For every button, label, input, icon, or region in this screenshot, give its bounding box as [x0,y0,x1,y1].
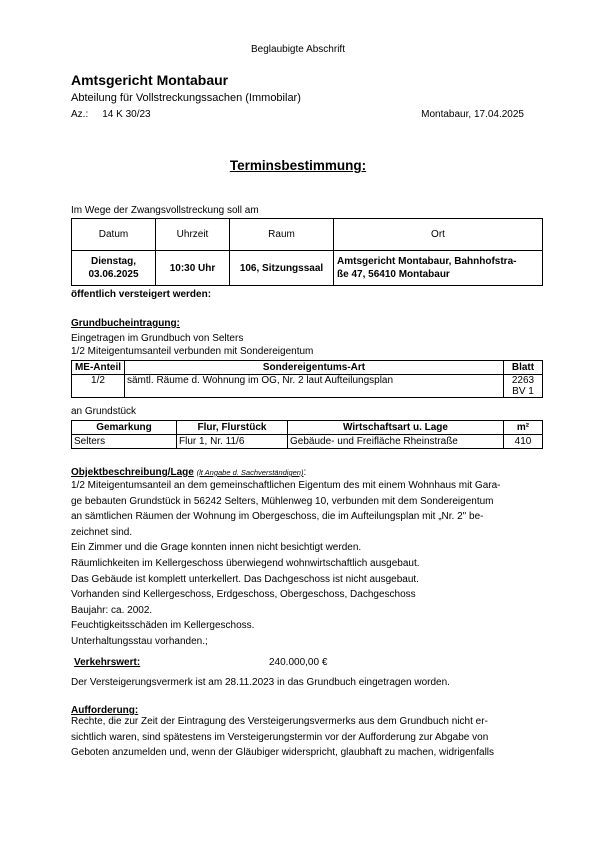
appointment-room: 106, Sitzungssaal [230,251,334,286]
ownership-header-row [72,361,543,375]
object-line: Vorhanden sind Kellergeschoss, Erdgeschoss, Obergeschoss, Dachgeschoss [71,589,416,601]
object-title-suffix: : [303,467,307,478]
object-line: ge bebauten Grundstück in 56242 Selters, Mühlenweg 10, verbunden mit dem Sondereigentum [71,495,494,507]
ownership-row [72,375,543,398]
date-value: 03.06.2025 [88,269,139,280]
appointment-time: 10:30 Uhr [156,251,230,286]
header-area: m² [504,421,543,435]
court-name: Amtsgericht Montabaur [71,72,229,88]
blatt-bv: BV 1 [512,386,534,397]
object-line: Baujahr: ca. 2002. [71,604,153,616]
object-line: Das Gebäude ist komplett unterkellert. Das Dachgeschoss ist nicht ausgebaut. [71,573,419,585]
header-raum: Raum [230,219,334,251]
aufforderung-line: sichtlich waren, sind spätestens im Versteigerungstermin vor der Aufforderung zur Abgabe von [71,731,489,743]
appointment-row [72,251,543,286]
header-uhrzeit: Uhrzeit [156,219,230,251]
object-line: Räumlichkeiten im Kellergeschoss überwiegend wohnwirtschaftlich ausgebaut. [71,557,420,569]
case-reference-label: Az.: [71,109,89,120]
appointment-table [71,218,543,286]
object-line: an sämtlichen Räumen der Wohnung im Obergeschoss, die im Aufteilungsplan mit „Nr. 2" be- [71,511,484,523]
verkehrswert-label: Verkehrswert: [74,657,141,668]
place-line-1: Amtsgericht Montabaur, Bahnhofstra- [337,256,517,267]
header-blatt: Blatt [504,361,543,375]
header-ort: Ort [334,219,543,251]
grundbuch-line-1: Eingetragen im Grundbuch von Selters [71,333,244,344]
parcel-row [72,435,543,449]
sondereigentum-value: sämtl. Räume d. Wohnung im OG, Nr. 2 laut Aufteilungsplan [125,375,504,398]
me-anteil-value: 1/2 [72,375,125,398]
aufforderung-line: Rechte, die zur Zeit der Eintragung des Versteigerungsvermerks aus dem Grundbuch nicht er- [71,716,488,727]
header-sondereigentum: Sondereigentums-Art [125,361,504,375]
court-department: Abteilung für Vollstreckungssachen (Immobilar) [71,92,301,104]
parcel-header-row [72,421,543,435]
object-description-title [71,467,306,478]
object-description [71,478,543,650]
header-me-anteil: ME-Anteil [72,361,125,375]
grundstueck-label: an Grundstück [71,406,137,417]
object-line: 1/2 Miteigentumsanteil an dem gemeinschaftlichen Eigentum des mit einem Wohnhaus mit Gara- [71,480,501,491]
document-title: Terminsbestimmung: [229,158,367,173]
case-reference [71,109,151,120]
appointment-date [72,251,156,286]
object-line: Unterhaltungsstau vorhanden.; [71,635,208,647]
grundbuch-title: Grundbucheintragung: [71,318,180,329]
area-value: 410 [504,435,543,449]
vermerk-text: Der Versteigerungsvermerk ist am 28.11.2023 in das Grundbuch eingetragen worden. [71,677,450,688]
object-line: Feuchtigkeitsschäden im Kellergeschoss. [71,620,255,632]
flur-value: Flur 1, Nr. 11/6 [177,435,288,449]
case-number: 14 K 30/23 [102,109,151,120]
aufforderung-title: Aufforderung: [71,705,139,716]
blatt-number: 2263 [511,375,535,386]
header-gemarkung: Gemarkung [72,421,177,435]
date-weekday: Dienstag, [90,256,136,267]
blatt-value [504,375,543,398]
grundbuch-line-2: 1/2 Miteigentumsanteil verbunden mit Sondereigentum [71,346,314,357]
verkehrswert-value: 240.000,00 € [269,657,328,668]
ownership-table [71,360,543,398]
auction-statement: öffentlich versteigert werden: [71,289,212,300]
object-line: Ein Zimmer und die Grage konnten innen nicht besichtigt werden. [71,542,362,554]
aufforderung-text [71,714,543,761]
wirtschaftsart-value: Gebäude- und Freifläche Rheinstraße [288,435,504,449]
object-title-text: Objektbeschreibung/Lage [71,467,194,478]
object-title-note: (lt Angabe d. Sachverständigen) [196,468,304,477]
appointment-place [334,251,543,286]
place-date: Montabaur, 17.04.2025 [421,109,524,120]
aufforderung-line: Geboten anzumelden und, wenn der Gläubiger widerspricht, glaubhaft zu machen, widrigenfalls [71,747,495,759]
place-line-2: ße 47, 56410 Montabaur [337,269,450,280]
parcel-table [71,420,543,449]
certified-copy-header: Beglaubigte Abschrift [251,44,345,55]
intro-text: Im Wege der Zwangsvollstreckung soll am [71,205,259,216]
appointment-header-row [72,219,543,251]
header-wirtschaftsart: Wirtschaftsart u. Lage [288,421,504,435]
header-flur: Flur, Flurstück [177,421,288,435]
object-line: zeichnet sind. [71,526,133,538]
gemarkung-value: Selters [72,435,177,449]
header-datum: Datum [72,219,156,251]
